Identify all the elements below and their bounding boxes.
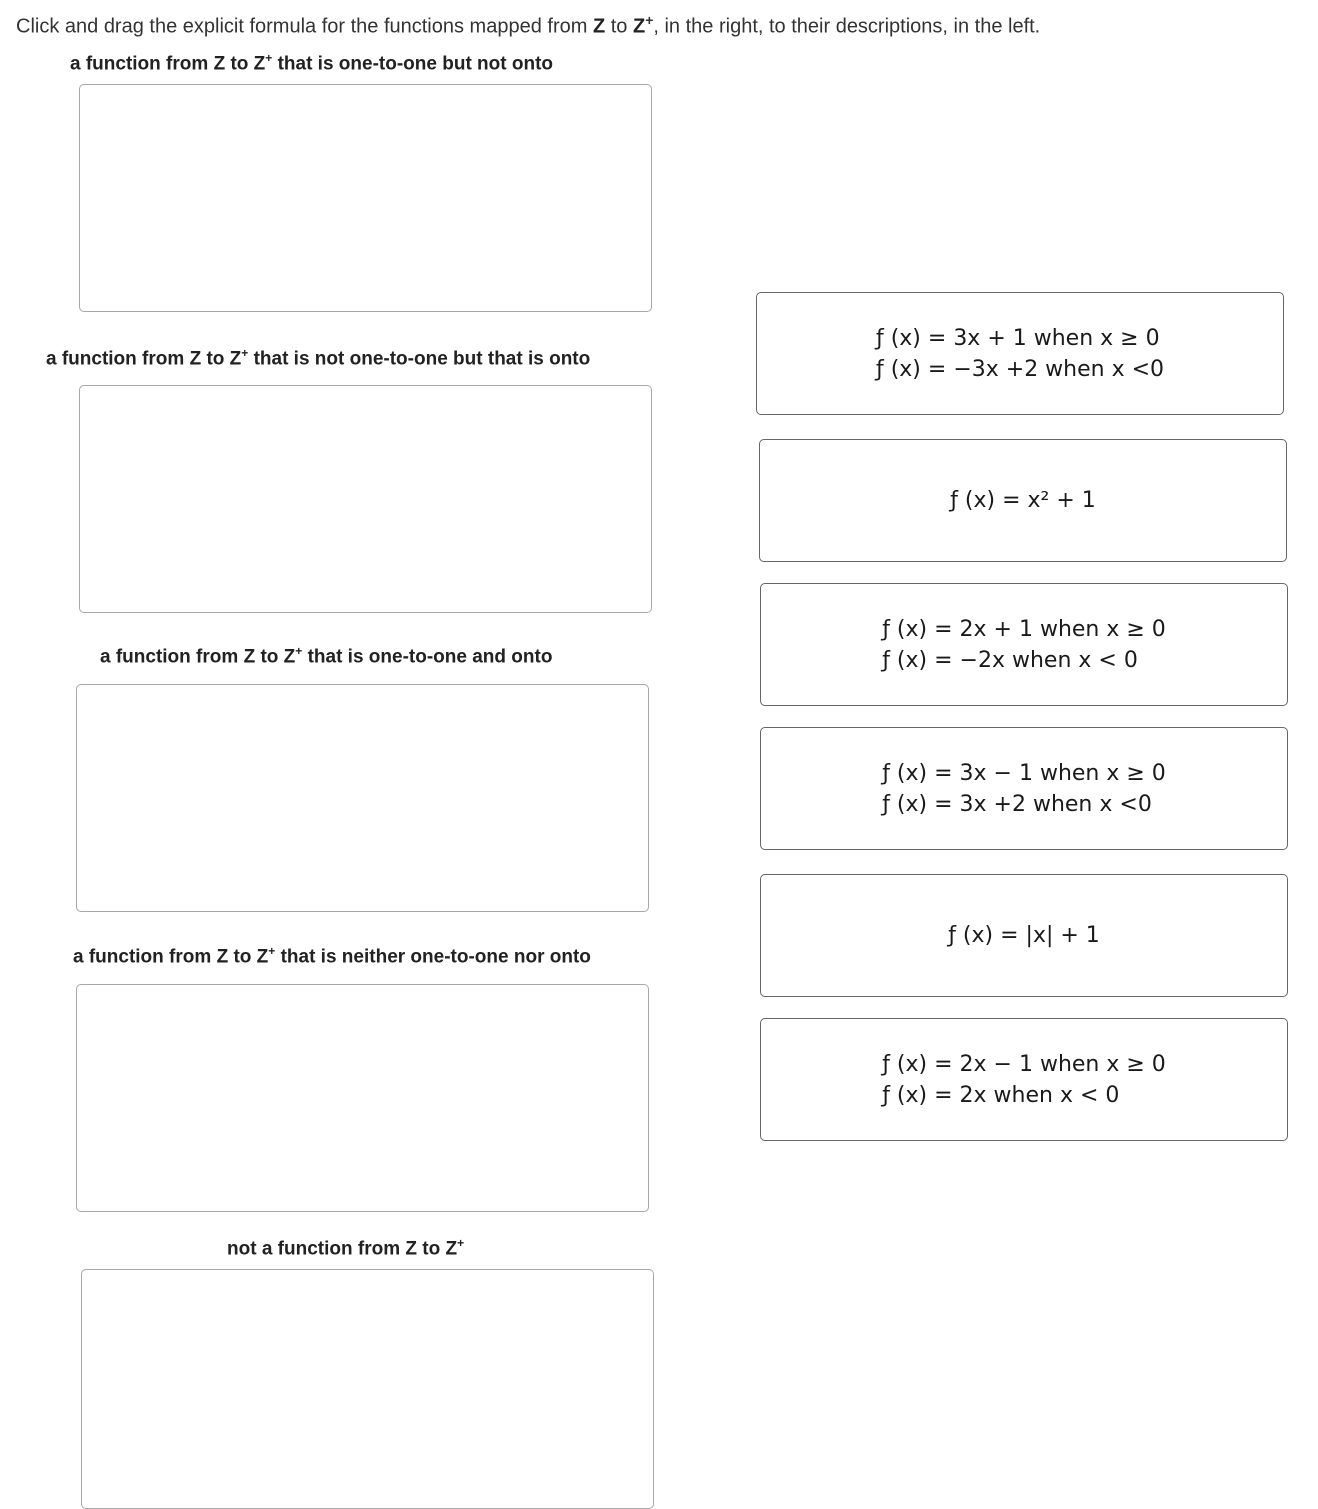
formula-line: ƒ (x) = |x| + 1 [948,923,1100,948]
label-pre: a function from [73,946,217,968]
formula-card-5[interactable] [760,874,1288,997]
instruction-text [16,12,1040,39]
label-z2: Z [256,946,269,968]
drop-zone-one-to-one-onto[interactable] [76,684,649,912]
label-z1: Z [216,946,229,968]
label-post: that is not one-to-one but that is onto [248,348,591,370]
label-z2: Z [283,646,296,668]
formula-line: ƒ (x) = 3x − 1 when x ≥ 0 [882,760,1166,786]
formula-line: ƒ (x) = x² + 1 [950,488,1096,513]
formula-card-6[interactable] [760,1018,1288,1141]
formula-lines [876,326,1164,382]
formula-line: ƒ (x) = 3x +2 when x <0 [882,791,1152,817]
label-post: that is neither one-to-one nor onto [275,946,591,968]
target-label-4 [73,944,591,968]
instruction-sup: + [645,12,654,28]
instruction-z1: Z [592,15,606,38]
label-to: to [228,946,257,968]
target-label-2 [46,346,590,370]
label-z2: Z [445,1238,458,1260]
label-pre: a function from [100,646,244,668]
instruction-z2: Z [632,15,646,38]
target-label-1 [70,51,553,75]
label-to: to [201,348,230,370]
drop-zone-neither[interactable] [76,984,649,1212]
label-post: that is one-to-one and onto [302,646,553,668]
target-label-5 [227,1236,464,1260]
formula-card-2[interactable] [759,439,1287,562]
instruction-mid: to [605,15,633,38]
formula-line: ƒ (x) = 2x + 1 when x ≥ 0 [882,616,1166,642]
formula-card-4[interactable] [760,727,1288,850]
label-pre: a function from [70,53,214,75]
instruction-prefix: Click and drag the explicit formula for the functions mapped from [16,15,593,38]
formula-line: ƒ (x) = 3x + 1 when x ≥ 0 [875,325,1160,351]
formula-lines [882,761,1166,817]
formula-line: ƒ (x) = −2x when x < 0 [882,647,1138,673]
formula-card-1[interactable] [756,292,1284,415]
instruction-suffix: , in the right, to their descriptions, in the left. [653,15,1041,38]
formula-line: ƒ (x) = 2x − 1 when x ≥ 0 [882,1051,1166,1077]
label-to: to [225,53,254,75]
formula-lines [882,617,1166,673]
label-to: to [255,646,284,668]
label-sup: + [268,944,276,958]
formula-lines [882,1052,1166,1108]
label-sup: + [241,346,249,360]
label-sup: + [295,644,303,658]
label-z1: Z [189,348,202,370]
formula-lines [948,923,1100,948]
drop-zone-not-one-to-one-onto[interactable] [79,385,652,613]
label-sup: + [265,51,273,65]
formula-line: ƒ (x) = 2x when x < 0 [882,1082,1120,1108]
label-z2: Z [253,53,266,75]
formula-card-3[interactable] [760,583,1288,706]
label-sup: + [457,1236,465,1250]
label-z1: Z [405,1238,417,1260]
label-z2: Z [229,348,242,370]
label-z1: Z [213,53,226,75]
formula-lines [950,488,1096,513]
drop-zone-not-a-function[interactable] [81,1269,654,1509]
drop-zone-one-to-one-not-onto[interactable] [79,84,652,312]
label-z1: Z [243,646,256,668]
label-pre: not a function from [227,1238,406,1260]
label-to: to [416,1238,446,1260]
label-post: that is one-to-one but not onto [272,53,554,75]
label-pre: a function from [46,348,190,370]
target-label-3 [100,644,552,668]
formula-line: ƒ (x) = −3x +2 when x <0 [875,356,1165,382]
